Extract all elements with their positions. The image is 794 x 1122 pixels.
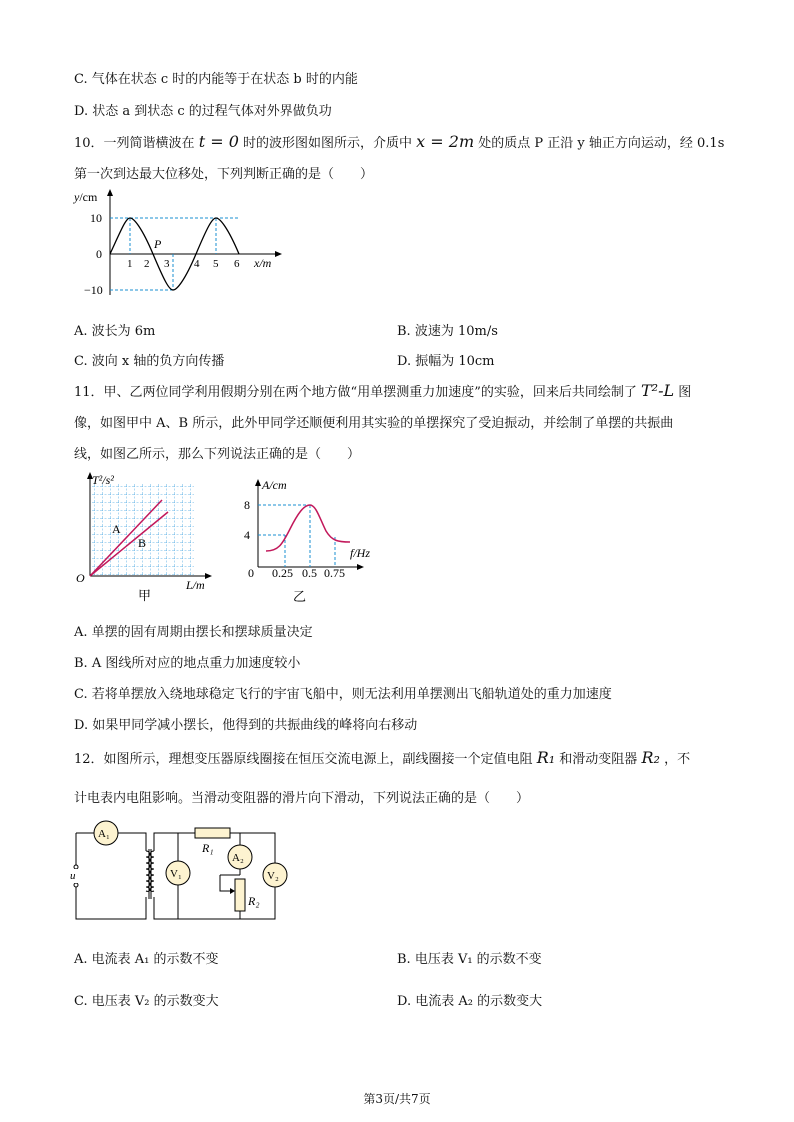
yi-y-arrow [255,479,261,486]
source-terminal-top [74,865,78,869]
q11-stem-line2: 像，如图甲中 A、B 所示，此外甲同学还顺便利用其实验的单摆探究了受迫振动，并绘制了单摆的共振曲 [74,416,674,431]
q11-stem-text-a: 11．甲、乙两位同学利用假期分别在两个地方做“用单摆测重力加速度”的实验，回来后共同绘制了 [74,385,637,400]
jia-caption: 甲 [138,588,152,603]
wave-figure [70,185,290,305]
q12-option-c: C. 电压表 V₂ 的示数变大 [74,994,219,1009]
q11-option-d: D. 如果甲同学减小摆长，他得到的共振曲线的峰将向右移动 [74,718,418,733]
yi-caption: 乙 [293,589,307,604]
pendulum-graph-jia [70,470,220,605]
wave-ytick-minus10: −10 [84,283,103,297]
q10-option-d: D. 振幅为 10cm [397,354,495,369]
resonance-graph-yi [240,475,390,605]
jia-x-label: L/m [186,578,205,592]
rheostat-r2-label: R₂ [248,894,260,908]
q10-stem-x: x = 2m [416,132,475,151]
jia-grid [90,484,194,576]
q12-option-d: D. 电流表 A₂ 的示数变大 [397,994,543,1009]
q12-stem-line1 [74,748,690,767]
q12-stem-line2: 计电表内电阻影响。当滑动变阻器的滑片向下滑动，下列说法正确的是（ ） [74,791,530,806]
rheostat-r2 [235,879,245,911]
source-terminal-bottom [74,883,78,887]
wave-xtick-3: 3 [164,258,170,270]
q10-stem-text-a: 10．一列简谐横波在 [74,136,195,151]
q9-option-d: D. 状态 a 到状态 c 的过程气体对外界做负功 [74,104,332,119]
resistor-r1 [195,828,230,838]
q11-stem-t2l: T²-L [640,381,675,400]
rheostat-slider [230,888,235,894]
q12-stem-text-a: 12．如图所示，理想变压器原线圈接在恒压交流电源上，副线圈接一个定值电阻 [74,752,533,767]
ammeter-a2-label: A₂ [232,852,244,864]
yi-ytick-4: 4 [244,528,250,542]
q10-stem-line2: 第一次到达最大位移处，下列判断正确的是（ ） [74,167,374,182]
yi-curve [266,505,350,551]
yi-y-label: A/cm [262,478,287,492]
yi-guides [258,505,335,567]
yi-ytick-8: 8 [244,498,250,512]
wave-xtick-6: 6 [234,258,240,270]
q12-option-b: B. 电压表 V₁ 的示数不变 [397,952,542,967]
q10-option-c: C. 波向 x 轴的负方向传播 [74,354,225,369]
q11-stem-line3: 线，如图乙所示，那么下列说法正确的是（ ） [74,447,361,462]
wave-xtick-5: 5 [213,258,219,270]
wave-x-arrow [275,251,282,257]
q11-option-a: A. 单摆的固有周期由摆长和摆球质量决定 [74,625,313,640]
jia-y-label: T²/s² [92,473,114,487]
source-u-label: u [70,870,76,882]
wave-ytick-0: 0 [96,247,102,261]
q11-option-b: B. A 图线所对应的地点重力加速度较小 [74,656,301,671]
q11-stem-line1 [74,381,691,400]
wave-y-label: y/cm [74,190,98,204]
yi-xtick-025: 0.25 [272,566,293,580]
yi-xtick-05: 0.5 [302,566,317,580]
q12-option-a: A. 电流表 A₁ 的示数不变 [74,952,219,967]
wave-xtick-4: 4 [194,258,200,270]
q10-stem-text-c: 处的质点 P 正沿 y 轴正方向运动，经 0.1s [478,136,725,151]
voltmeter-v2-label: V₂ [267,870,279,882]
q12-stem-r2: R₂ [641,748,660,767]
wave-xtick-1: 1 [127,258,133,270]
ammeter-a1-label: A₁ [98,828,110,840]
wave-xtick-2: 2 [144,258,150,270]
q12-stem-text-c: ，不 [664,752,691,767]
q9-option-c: C. 气体在状态 c 时的内能等于在状态 b 时的内能 [74,72,358,87]
page-footer: 第3页/共7页 [363,1092,431,1106]
yi-x-arrow [357,564,364,570]
wave-ytick-10: 10 [90,211,102,225]
q10-stem-text-b: 时的波形图如图所示，介质中 [243,136,413,151]
wave-x-label: x/m [254,256,272,270]
q10-stem-line1 [74,132,724,151]
wave-point-p: P [154,237,162,251]
jia-origin: O [76,571,85,585]
yi-x-label: f/Hz [350,546,371,560]
jia-label-a: A [112,522,121,536]
q10-option-b: B. 波速为 10m/s [397,324,498,339]
q12-stem-r1: R₁ [536,748,556,767]
resistor-r1-label: R₁ [202,841,214,855]
voltmeter-v1-label: V₁ [170,868,182,880]
transformer-circuit [70,815,295,925]
q10-option-a: A. 波长为 6m [74,324,156,339]
q12-stem-text-b: 和滑动变阻器 [559,752,638,767]
jia-x-arrow [205,573,212,579]
q11-stem-text-c: 图 [678,385,692,400]
yi-xtick-075: 0.75 [324,566,345,580]
q10-stem-t0: t = 0 [198,132,239,151]
yi-ytick-0: 0 [248,566,254,580]
q11-option-c: C. 若将单摆放入绕地球稳定飞行的宇宙飞船中，则无法利用单摆测出飞船轨道处的重力加速度 [74,687,612,702]
jia-label-b: B [138,536,147,550]
wave-y-arrow [107,189,113,196]
